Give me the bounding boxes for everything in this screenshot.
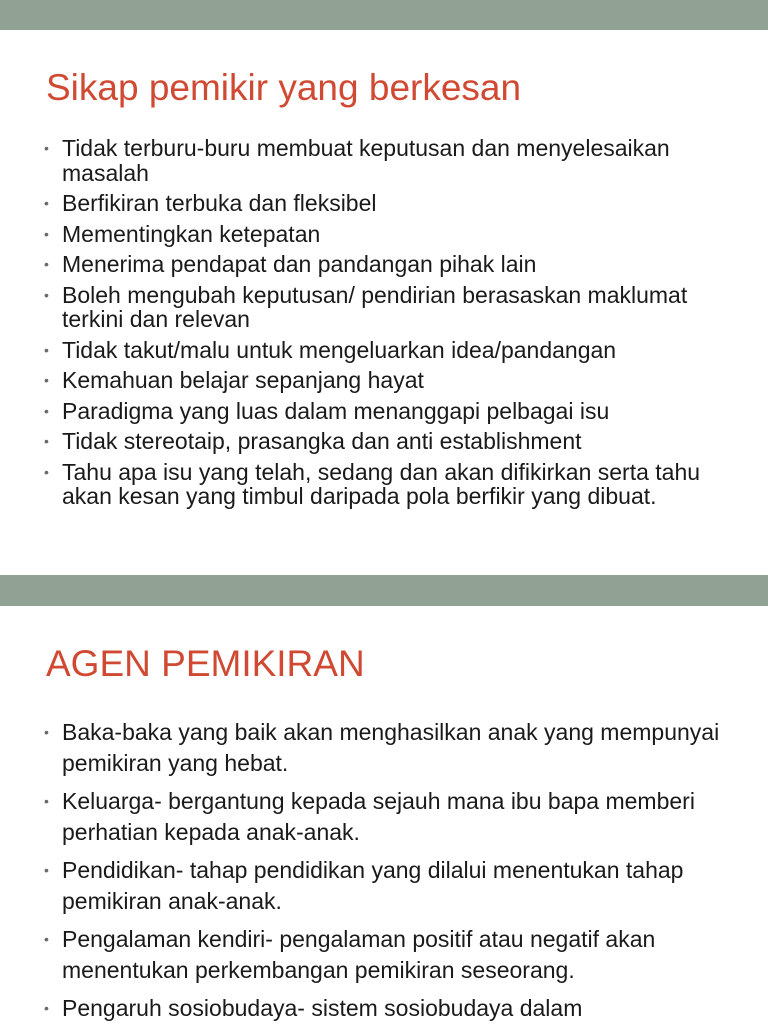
bullet-item: • Paradigma yang luas dalam menanggapi pelbagai isu — [44, 399, 744, 424]
bullet-item: • Boleh mengubah keputusan/ pendirian berasaskan maklumat terkini dan relevan — [44, 283, 744, 332]
bullet-list — [44, 136, 744, 515]
bullet-item: • Pendidikan- tahap pendidikan yang dilalui menentukan tahap pemikiran anak-anak. — [44, 855, 744, 917]
bullet-item: • Pengalaman kendiri- pengalaman positif atau negatif akan menentukan perkembangan pemikiran seseorang. — [44, 924, 744, 986]
bullet-item: • Baka-baka yang baik akan menghasilkan anak yang mempunyai pemikiran yang hebat. — [44, 717, 744, 779]
bullet-item: • Tahu apa isu yang telah, sedang dan akan difikirkan serta tahu akan kesan yang timbul daripada pola berfikir yang dibuat. — [44, 460, 744, 509]
bullet-item: • Tidak stereotaip, prasangka dan anti establishment — [44, 429, 744, 454]
bullet-item: • Kemahuan belajar sepanjang hayat — [44, 368, 744, 393]
bullet-item: • Mementingkan ketepatan — [44, 222, 744, 247]
bullet-item: • Berfikiran terbuka dan fleksibel — [44, 191, 744, 216]
slide-top-band — [0, 0, 768, 30]
bullet-list — [44, 717, 744, 1024]
slide-title: AGEN PEMIKIRAN — [46, 643, 365, 684]
slide-title: Sikap pemikir yang berkesan — [46, 67, 522, 108]
bullet-item: • Tidak takut/malu untuk mengeluarkan idea/pandangan — [44, 338, 744, 363]
bullet-item: • Tidak terburu-buru membuat keputusan dan menyelesaikan masalah — [44, 136, 744, 185]
bullet-item: • Menerima pendapat dan pandangan pihak lain — [44, 252, 744, 277]
slide-divider-band — [0, 575, 768, 606]
bullet-item: • Keluarga- bergantung kepada sejauh mana ibu bapa memberi perhatian kepada anak-anak. — [44, 786, 744, 848]
bullet-item: • Pengaruh sosiobudaya- sistem sosiobudaya dalam — [44, 993, 744, 1024]
